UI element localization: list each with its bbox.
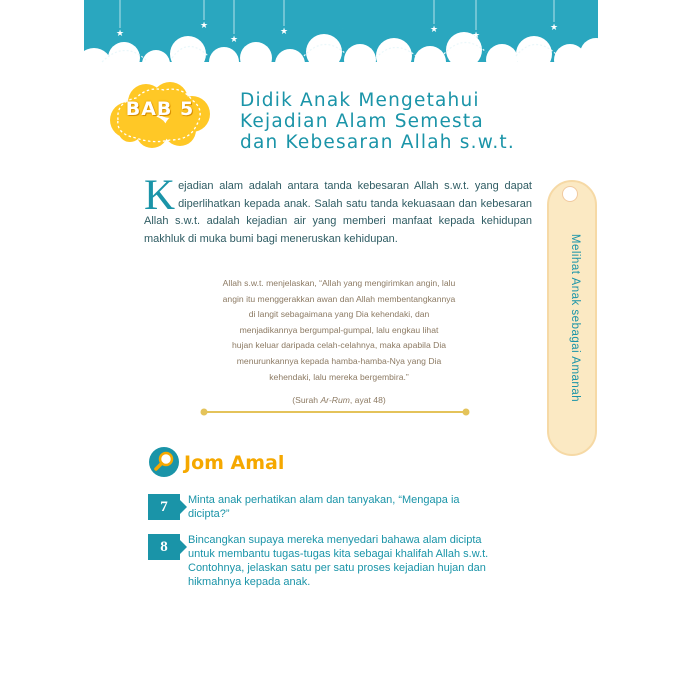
quran-quote	[188, 276, 490, 385]
step-text: Bincangkan supaya mereka menyedari bahawa alam dicipta untuk membantu tugas-tugas kita sebagai khalifah Allah s.w.t. Contohnya, jelaskan satu per satu proses kejadian hujan dan hikmahnya kepada anak.	[188, 534, 489, 588]
quote-source	[188, 395, 490, 405]
svg-text:★: ★	[429, 25, 439, 35]
chapter-title-line: Kejadian Alam Semesta	[240, 111, 484, 132]
tab-ring-hole	[562, 186, 578, 202]
quote-line: Allah s.w.t. menjelaskan, “Allah yang mengirimkan angin, lalu	[222, 278, 456, 288]
svg-text:★: ★	[471, 31, 481, 41]
quote-source-prefix: (Surah	[292, 395, 321, 405]
svg-text:★: ★	[549, 23, 559, 33]
book-page	[84, 0, 598, 682]
intro-dropcap: K	[144, 172, 176, 219]
quote-line: angin itu menggerakkan awan dan Allah membentangkannya	[222, 293, 456, 304]
svg-text:★: ★	[229, 35, 239, 45]
side-tab-label: Melihat Anak sebagai Amanah	[569, 233, 581, 403]
chapter-title-line: Didik Anak Mengetahui	[240, 90, 480, 111]
step-number: 7	[148, 494, 180, 520]
jom-amal-title: Jom Amal	[184, 452, 285, 474]
chapter-title-line: dan Kebesaran Allah s.w.t.	[240, 132, 515, 153]
chapter-title	[240, 90, 580, 153]
quote-source-suffix: , ayat 48)	[349, 395, 386, 405]
quote-divider	[200, 407, 470, 417]
header-sky-banner	[84, 0, 598, 75]
intro-paragraph	[144, 172, 532, 248]
quote-line: di langit sebagaimana yang Dia kehendaki, dan	[248, 309, 430, 320]
quote-line: menurunkannya kepada hamba-hamba-Nya yang Dia	[236, 355, 442, 366]
quote-line: menjadikannya bergumpal-gumpal, lalu engkau lihat	[239, 324, 439, 335]
svg-text:★: ★	[199, 21, 209, 31]
step-text: Minta anak perhatikan alam dan tanyakan, “Mengapa ia dicipta?”	[188, 494, 460, 520]
quote-source-surah: Ar-Rum	[320, 395, 350, 405]
step-number: 8	[148, 534, 180, 560]
quote-line: kehendaki, lalu mereka bergembira.”	[269, 371, 409, 382]
intro-text: ejadian alam adalah antara tanda kebesaran Allah s.w.t. yang dapat diperlihatkan kepada anak. Salah satu tanda kekuasaan dan kebesaran Allah s.w.t. adalah kejadian air yang memberi manfaat kepada kehidupan makhluk di muka bumi bagi meneruskan kehidupan.	[144, 180, 532, 245]
chapter-badge-label: BAB 5	[125, 98, 195, 120]
svg-text:★: ★	[279, 27, 289, 37]
quote-line: hujan keluar daripada celah-celahnya, maka apabila Dia	[231, 340, 447, 351]
magnifier-icon	[148, 446, 180, 478]
svg-text:★: ★	[115, 29, 125, 39]
